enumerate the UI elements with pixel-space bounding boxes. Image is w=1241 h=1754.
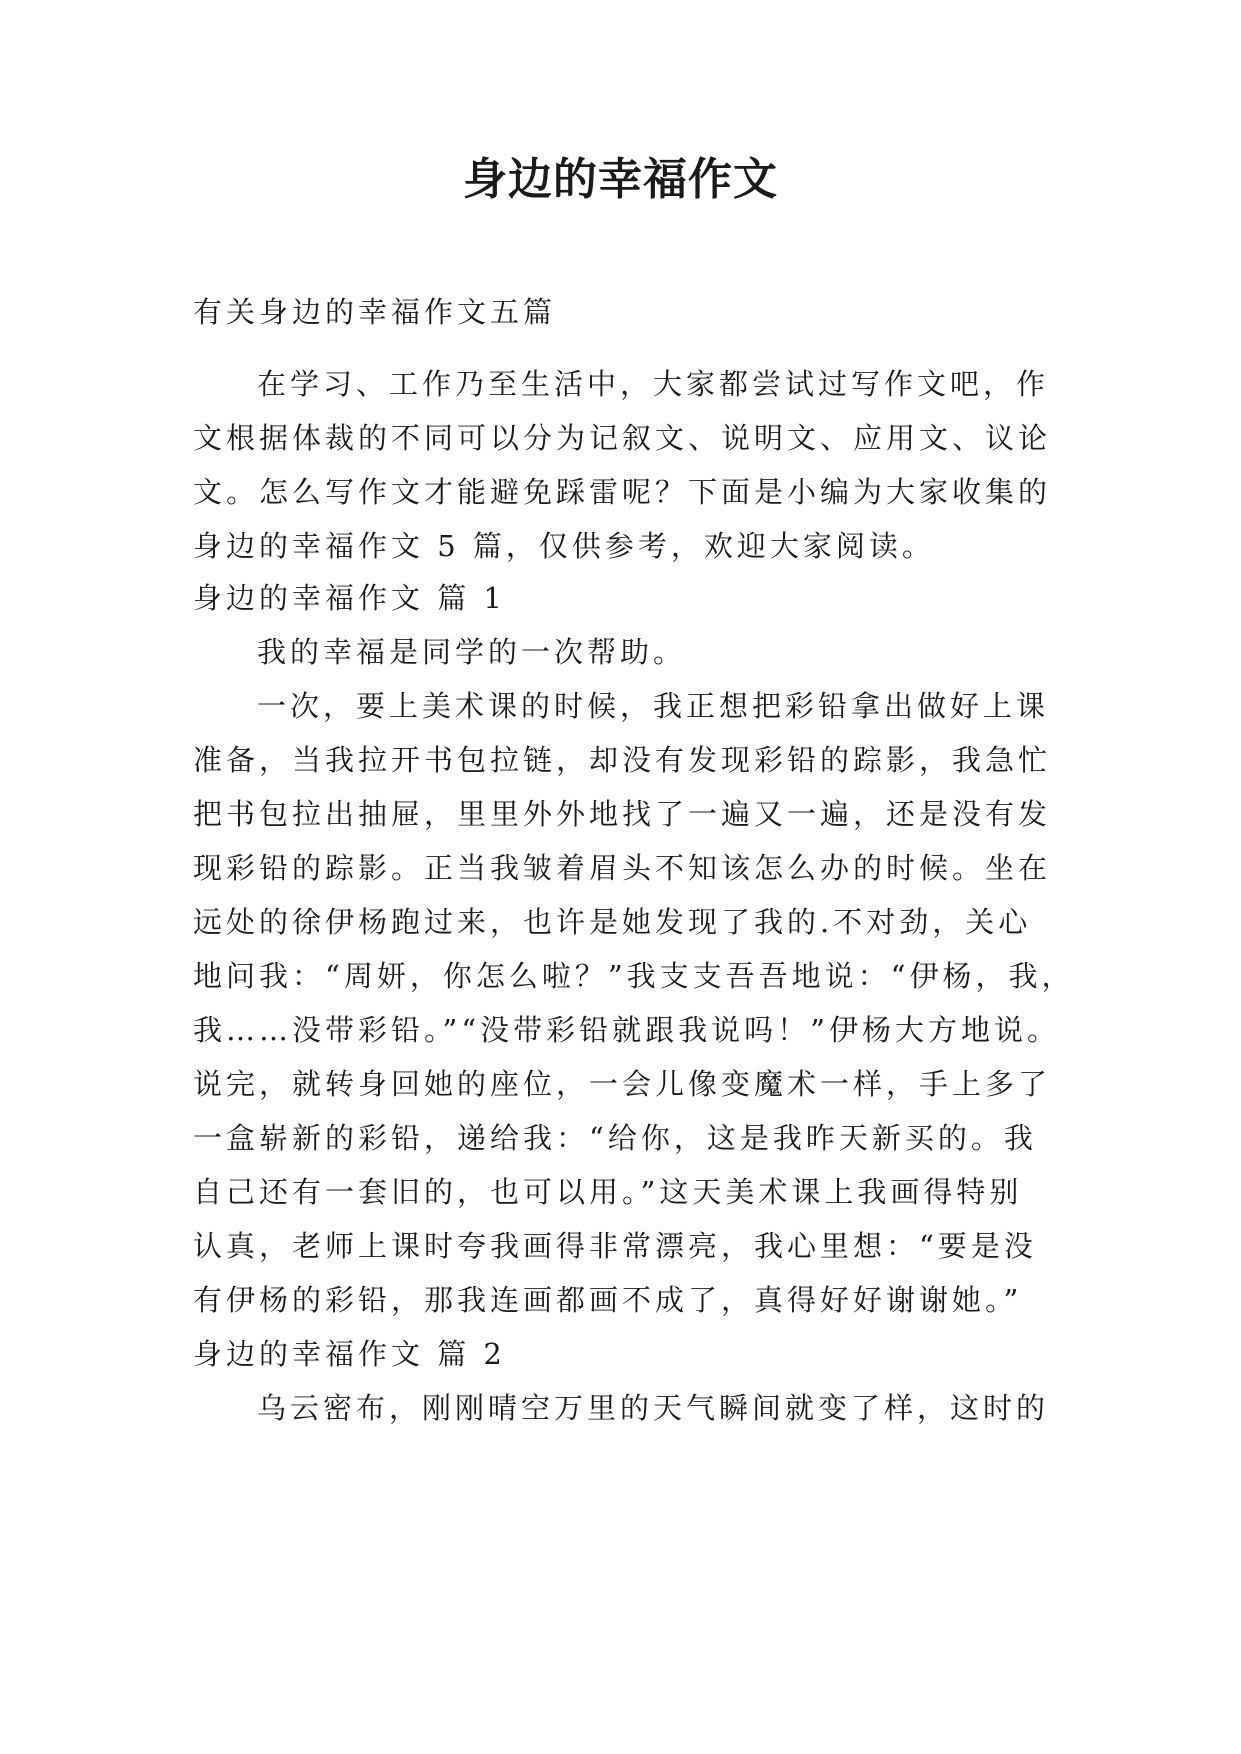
document-subtitle: 有关身边的幸福作文五篇 bbox=[193, 295, 557, 329]
paragraph-line: 有伊杨的彩铅，那我连画都画不成了，真得好好谢谢她。” bbox=[193, 1283, 1023, 1317]
section-heading: 身边的幸福作文 篇 1 bbox=[193, 581, 506, 615]
paragraph-line: 身边的幸福作文 5 篇，仅供参考，欢迎大家阅读。 bbox=[193, 529, 935, 563]
paragraph-line: 认真，老师上课时夸我画得非常漂亮，我心里想：“要是没 bbox=[193, 1229, 1037, 1263]
paragraph-line: 准备，当我拉开书包拉链，却没有发现彩铅的踪影，我急忙 bbox=[193, 743, 1052, 777]
paragraph-line: 地问我：“周妍，你怎么啦？”我支支吾吾地说：“伊杨，我， bbox=[193, 959, 1075, 993]
paragraph-line: 我的幸福是同学的一次帮助。 bbox=[257, 635, 687, 669]
paragraph-line: 说完，就转身回她的座位，一会儿像变魔术一样，手上多了 bbox=[193, 1067, 1052, 1101]
paragraph-line: 一次，要上美术课的时候，我正想把彩铅拿出做好上课 bbox=[257, 689, 1050, 723]
section-heading: 身边的幸福作文 篇 2 bbox=[193, 1337, 506, 1371]
paragraph-line: 自己还有一套旧的，也可以用。”这天美术课上我画得特别 bbox=[193, 1175, 1023, 1209]
paragraph-line: 在学习、工作乃至生活中，大家都尝试过写作文吧，作 bbox=[257, 367, 1050, 401]
paragraph-line: 文。怎么写作文才能避免踩雷呢？下面是小编为大家收集的 bbox=[193, 475, 1052, 509]
paragraph-line: 乌云密布，刚刚晴空万里的天气瞬间就变了样，这时的 bbox=[257, 1391, 1050, 1425]
paragraph-line: 文根据体裁的不同可以分为记叙文、说明文、应用文、议论 bbox=[193, 421, 1052, 455]
document-title: 身边的幸福作文 bbox=[463, 154, 778, 205]
paragraph-line: 我……没带彩铅。”“没带彩铅就跟我说吗！”伊杨大方地说。 bbox=[193, 1013, 1060, 1047]
paragraph-line: 现彩铅的踪影。正当我皱着眉头不知该怎么办的时候。坐在 bbox=[193, 851, 1052, 885]
paragraph-line: 远处的徐伊杨跑过来，也许是她发现了我的.不对劲，关心 bbox=[193, 905, 1032, 939]
paragraph-line: 把书包拉出抽屉，里里外外地找了一遍又一遍，还是没有发 bbox=[193, 797, 1052, 831]
paragraph-line: 一盒崭新的彩铅，递给我：“给你，这是我昨天新买的。我 bbox=[193, 1121, 1037, 1155]
